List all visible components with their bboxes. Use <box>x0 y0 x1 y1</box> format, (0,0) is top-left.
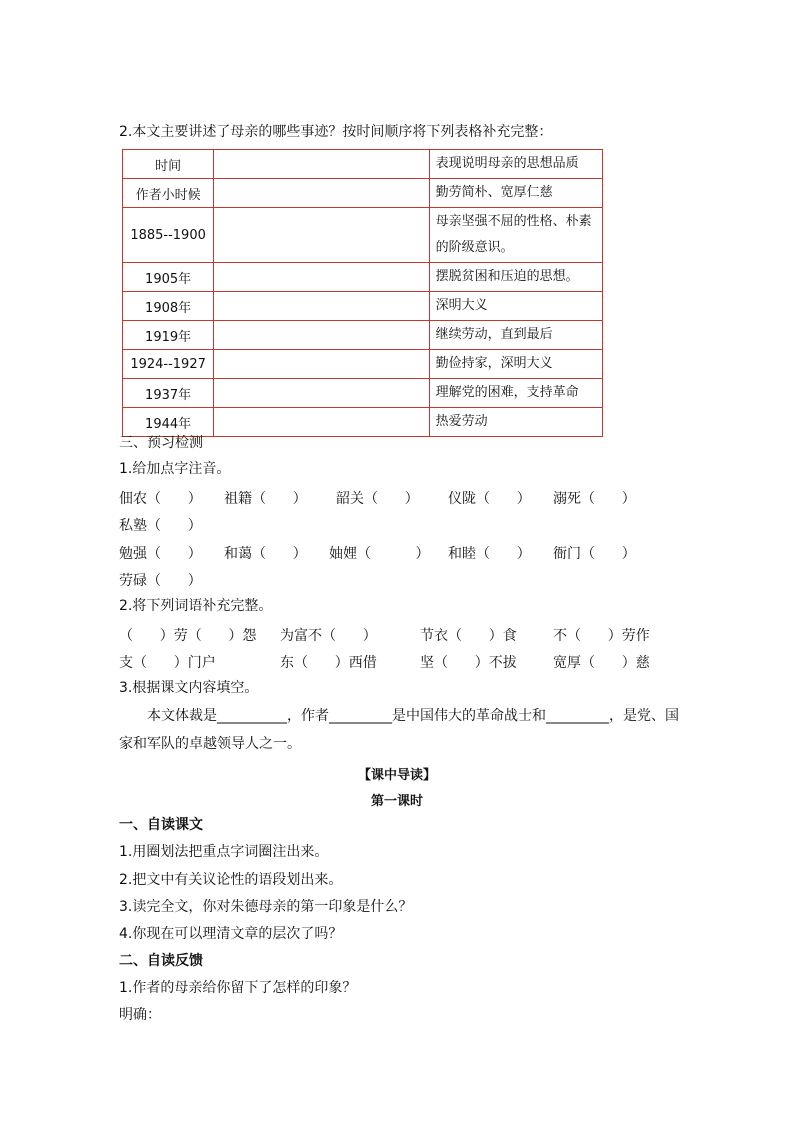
time-cell: 1919年 <box>123 321 214 350</box>
quality-cell: 继续劳动，直到最后 <box>429 321 602 350</box>
feedback-title: 二、自读反馈 <box>119 953 203 969</box>
idiom-item: 节衣（ ）食 <box>420 628 517 644</box>
pinyin-item: 私塾（ ） <box>119 518 202 534</box>
quality-cell: 母亲坚强不屈的性格、朴素的阶级意识。 <box>429 208 602 263</box>
pinyin-item: 和睦（ ） <box>448 546 531 562</box>
answer-label: 明确： <box>119 1007 161 1023</box>
question-2-title: 2.本文主要讲述了母亲的哪些事迹？按时间顺序将下列表格补充完整： <box>119 124 553 140</box>
table-header-row <box>123 150 603 179</box>
table-row <box>123 292 603 321</box>
event-cell[interactable] <box>214 263 429 292</box>
time-cell: 作者小时候 <box>123 179 214 208</box>
pinyin-item: 勉强（ ） <box>119 546 202 562</box>
section-3-title: 三、预习检测 <box>119 435 203 451</box>
pinyin-item: 韶关（ ） <box>336 491 419 507</box>
quality-cell: 热爱劳动 <box>429 408 602 437</box>
fill-blank-line-1: 本文体裁是__________，作者_________是中国伟大的革命战士和_________，是党、国 <box>147 708 679 724</box>
event-cell[interactable] <box>214 179 429 208</box>
events-table <box>122 149 603 437</box>
s3-question-1: 1.给加点字注音。 <box>119 461 231 477</box>
header-quality: 表现说明母亲的思想品质 <box>429 150 602 179</box>
quality-cell: 深明大义 <box>429 292 602 321</box>
pinyin-item: 衙门（ ） <box>553 546 636 562</box>
idiom-item: 不（ ）劳作 <box>553 628 650 644</box>
quality-cell: 摆脱贫困和压迫的思想。 <box>429 263 602 292</box>
table-row <box>123 208 603 263</box>
feedback-question-1: 1.作者的母亲给你留下了怎样的印象？ <box>119 980 357 996</box>
self-read-title: 一、自读课文 <box>119 817 203 833</box>
quality-cell: 理解党的困难，支持革命 <box>429 379 602 408</box>
event-cell[interactable] <box>214 321 429 350</box>
idiom-item: 宽厚（ ）慈 <box>553 655 650 671</box>
table-row <box>123 379 603 408</box>
pinyin-item: 劳碌（ ） <box>119 573 202 589</box>
self-read-item: 1.用圈划法把重点字词圈注出来。 <box>119 844 329 860</box>
quality-cell: 勤俭持家，深明大义 <box>429 350 602 379</box>
header-event <box>214 150 429 179</box>
header-time: 时间 <box>123 150 214 179</box>
table-row <box>123 263 603 292</box>
self-read-item: 3.读完全文，你对朱德母亲的第一印象是什么？ <box>119 899 413 915</box>
table-row <box>123 321 603 350</box>
s3-question-3: 3.根据课文内容填空。 <box>119 680 259 696</box>
pinyin-item: 溺死（ ） <box>553 491 636 507</box>
self-read-item: 4.你现在可以理清文章的层次了吗？ <box>119 926 343 942</box>
time-cell: 1908年 <box>123 292 214 321</box>
idiom-item: 为富不（ ） <box>280 628 377 644</box>
pinyin-item: 和蔼（ ） <box>224 546 307 562</box>
self-read-item: 2.把文中有关议论性的语段划出来。 <box>119 872 343 888</box>
event-cell[interactable] <box>214 408 429 437</box>
lesson-title: 第一课时 <box>370 794 423 809</box>
pinyin-item: 佃农（ ） <box>119 491 202 507</box>
event-cell[interactable] <box>214 379 429 408</box>
table-row <box>123 350 603 379</box>
time-cell: 1937年 <box>123 379 214 408</box>
time-cell: 1944年 <box>123 408 214 437</box>
table-row <box>123 408 603 437</box>
idiom-item: 东（ ）西借 <box>280 655 377 671</box>
pinyin-item: 仪陇（ ） <box>448 491 531 507</box>
table-row <box>123 179 603 208</box>
s3-question-2: 2.将下列词语补充完整。 <box>119 598 273 614</box>
fill-blank-line-2: 家和军队的卓越领导人之一。 <box>119 736 301 752</box>
event-cell[interactable] <box>214 292 429 321</box>
quality-cell: 勤劳简朴、宽厚仁慈 <box>429 179 602 208</box>
pinyin-item: 妯娌（ ） <box>329 546 430 562</box>
idiom-item: 支（ ）门户 <box>119 655 216 671</box>
guide-title: 【课中导读】 <box>357 768 436 783</box>
event-cell[interactable] <box>214 208 429 263</box>
event-cell[interactable] <box>214 350 429 379</box>
time-cell: 1905年 <box>123 263 214 292</box>
pinyin-item: 祖籍（ ） <box>224 491 307 507</box>
time-cell: 1885--1900 <box>123 208 214 263</box>
idiom-item: （ ）劳（ ）怨 <box>119 628 257 644</box>
time-cell: 1924--1927 <box>123 350 214 379</box>
idiom-item: 坚（ ）不拔 <box>420 655 517 671</box>
